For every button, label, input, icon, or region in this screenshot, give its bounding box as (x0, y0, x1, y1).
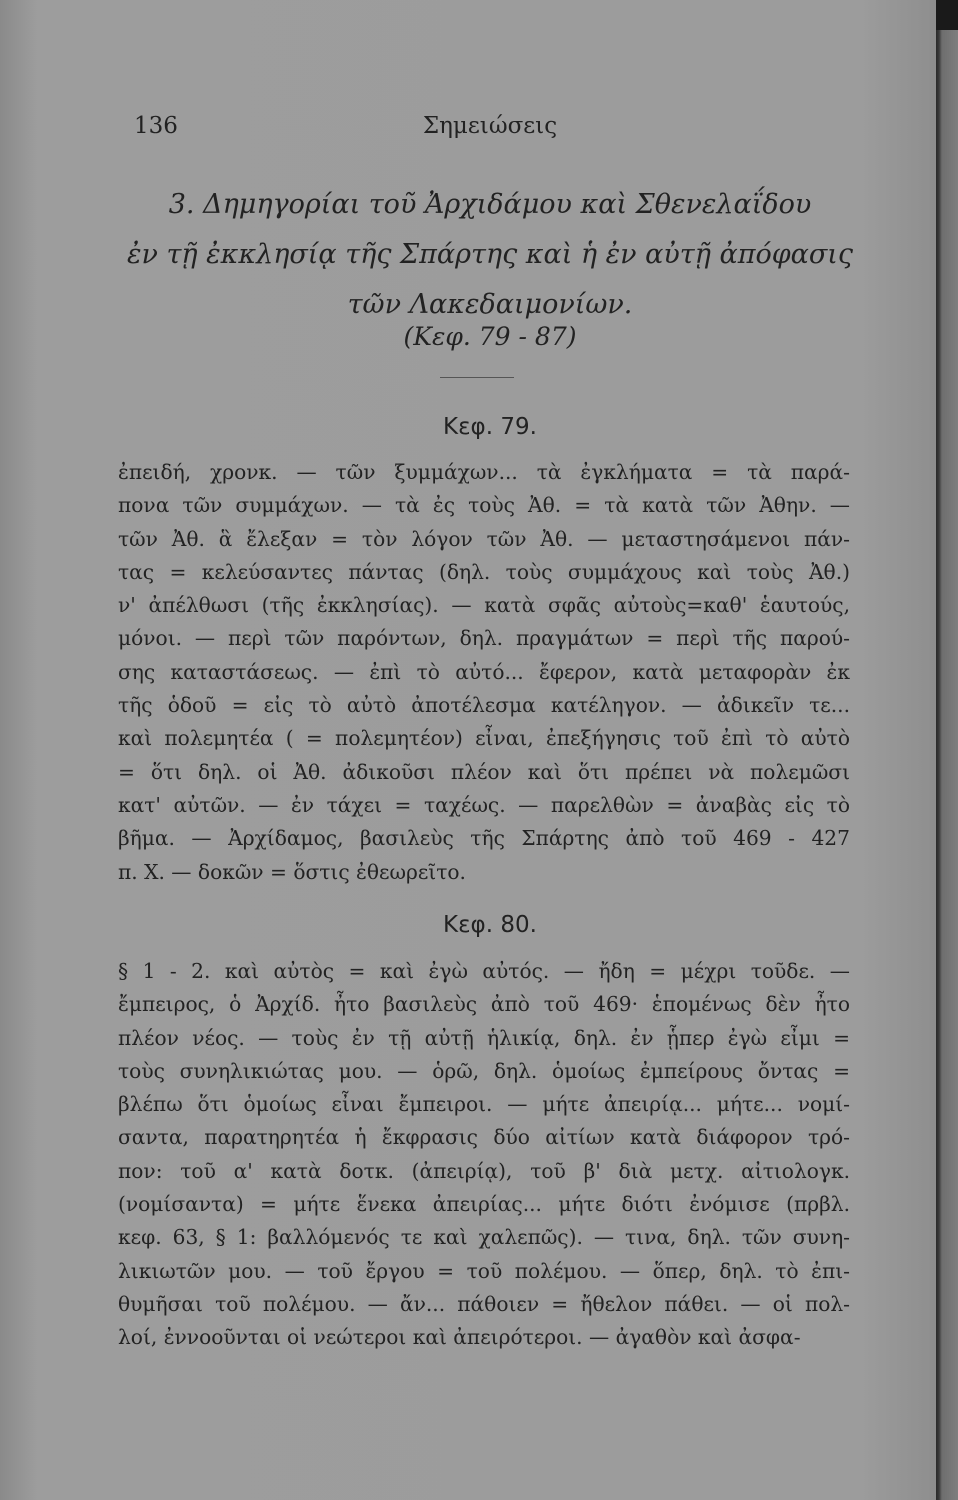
text-line: καὶ πολεμητέα ( = πολεμητέον) εἶναι, ἐπεξήγησις τοῦ ἐπὶ τὸ αὐτὸ (118, 726, 850, 751)
section-title-line-1: 3. Δημηγορίαι τοῦ Ἀρχιδάμου καὶ Σθενελαΐδου (168, 189, 812, 220)
text-line: πον: τοῦ α' κατὰ δοτκ. (ἀπειρίᾳ), τοῦ β' διὰ μετχ. αἰτιολογκ. (118, 1158, 850, 1183)
text-line: βῆμα. — Ἀρχίδαμος, βασιλεὺς τῆς Σπάρτης ἀπὸ τοῦ 469 - 427 (118, 826, 850, 851)
text-line: σαντα, παρατηρητέα ἡ ἔκφρασις δύο αἰτίων κατὰ διάφορον τρό- (118, 1125, 850, 1150)
text-line: § 1 - 2. καὶ αὐτὸς = καὶ ἐγὼ αὐτός. — ἤδη = μέχρι τοῦδε. — (118, 959, 850, 983)
text-line: πονα τῶν συμμάχων. — τὰ ἐς τοὺς Ἀθ. = τὰ κατὰ τῶν Ἀθην. — (118, 493, 850, 518)
text-line: τῆς ὁδοῦ = εἰς τὸ αὐτὸ ἀποτέλεσμα κατέληγον. — ἀδικεῖν τε... (118, 693, 850, 718)
text-line: σης καταστάσεως. — ἐπὶ τὸ αὐτό... ἔφερον, κατὰ μεταφορὰν ἐκ (118, 659, 850, 684)
text-line: (νομίσαντα) = μήτε ἕνεκα ἀπειρίας... μήτε διότι ἐνόμισε (πρβλ. (118, 1192, 850, 1217)
text-line: πλέον νέος. — τοὺς ἐν τῇ αὐτῇ ἡλικίᾳ, δηλ. ἐν ᾗπερ ἐγὼ εἶμι = (118, 1025, 850, 1050)
text-line: ἔμπειρος, ὁ Ἀρχίδ. ἦτο βασιλεὺς ἀπὸ τοῦ 469· ἑπομένως δὲν ἦτο (118, 992, 850, 1017)
text-line: τῶν Ἀθ. ἃ ἔλεξαν = τὸν λόγον τῶν Ἀθ. — μεταστησάμενοι πάν- (118, 526, 850, 551)
chapter-range: (Κεφ. 79 - 87) (403, 322, 577, 351)
text-line: θυμῆσαι τοῦ πολέμου. — ἄν... πάθοιεν = ἤθελον πάθει. — οἱ πολ- (118, 1291, 850, 1316)
text-line: λοί, ἐννοοῦνται οἱ νεώτεροι καὶ ἀπειρότεροι. — ἀγαθὸν καὶ ἀσφα- (118, 1325, 801, 1350)
text-line: τας = κελεύσαντες πάντας (δηλ. τοὺς συμμάχους καὶ τοὺς Ἀθ.) (118, 559, 850, 584)
text-line: = ὅτι δηλ. οἱ Ἀθ. ἀδικοῦσι πλέον καὶ ὅτι πρέπει νὰ πολεμῶσι (118, 759, 850, 784)
text-line: ἐπειδή, χρονκ. — τῶν ξυμμάχων... τὰ ἐγκλήματα = τὰ παρά- (118, 460, 850, 484)
text-line: τοὺς συνηλικιώτας μου. — ὁρῶ, δηλ. ὁμοίως ἐμπείρους ὄντας = (118, 1058, 850, 1083)
chapter-80-heading: Κεφ. 80. (443, 912, 537, 938)
divider (440, 377, 514, 378)
section-title-line-3: τῶν Λακεδαιμονίων. (347, 289, 633, 320)
page-header (134, 113, 846, 147)
text-line: μόνοι. — περὶ τῶν παρόντων, δηλ. πραγμάτων = περὶ τῆς παρού- (118, 626, 850, 651)
text-line: π. Χ. — δοκῶν = ὅστις ἐθεωρεῖτο. (118, 859, 466, 884)
text-line: κατ' αὐτῶν. — ἐν τάχει = ταχέως. — παρελθὼν = ἀναβὰς εἰς τὸ (118, 792, 850, 817)
text-line: κεφ. 63, § 1: βαλλόμενός τε καὶ χαλεπῶς). — τινα, δηλ. τῶν συνη- (118, 1225, 850, 1250)
text-line: βλέπω ὅτι ὁμοίως εἶναι ἔμπειροι. — μήτε ἀπειρίᾳ... μήτε... νομί- (118, 1092, 850, 1117)
text-line: λικιωτῶν μου. — τοῦ ἔργου = τοῦ πολέμου. — ὅπερ, δηλ. τὸ ἐπι- (118, 1258, 850, 1283)
section-title (120, 180, 860, 330)
section-title-line-2: ἐν τῇ ἐκκλησίᾳ τῆς Σπάρτης καὶ ἡ ἐν αὐτῇ ἀπόφασις (127, 239, 853, 270)
page-number: 136 (134, 113, 178, 139)
chapter-80-notes (118, 955, 850, 1355)
chapter-79-heading: Κεφ. 79. (443, 414, 537, 440)
running-title: Σημειώσεις (422, 113, 558, 139)
text-line: ν' ἀπέλθωσι (τῆς ἐκκλησίας). — κατὰ σφᾶς αὐτοὺς=καθ' ἑαυτούς, (118, 593, 850, 618)
page-binding-edge (936, 0, 958, 1500)
chapter-79-notes (118, 456, 850, 889)
